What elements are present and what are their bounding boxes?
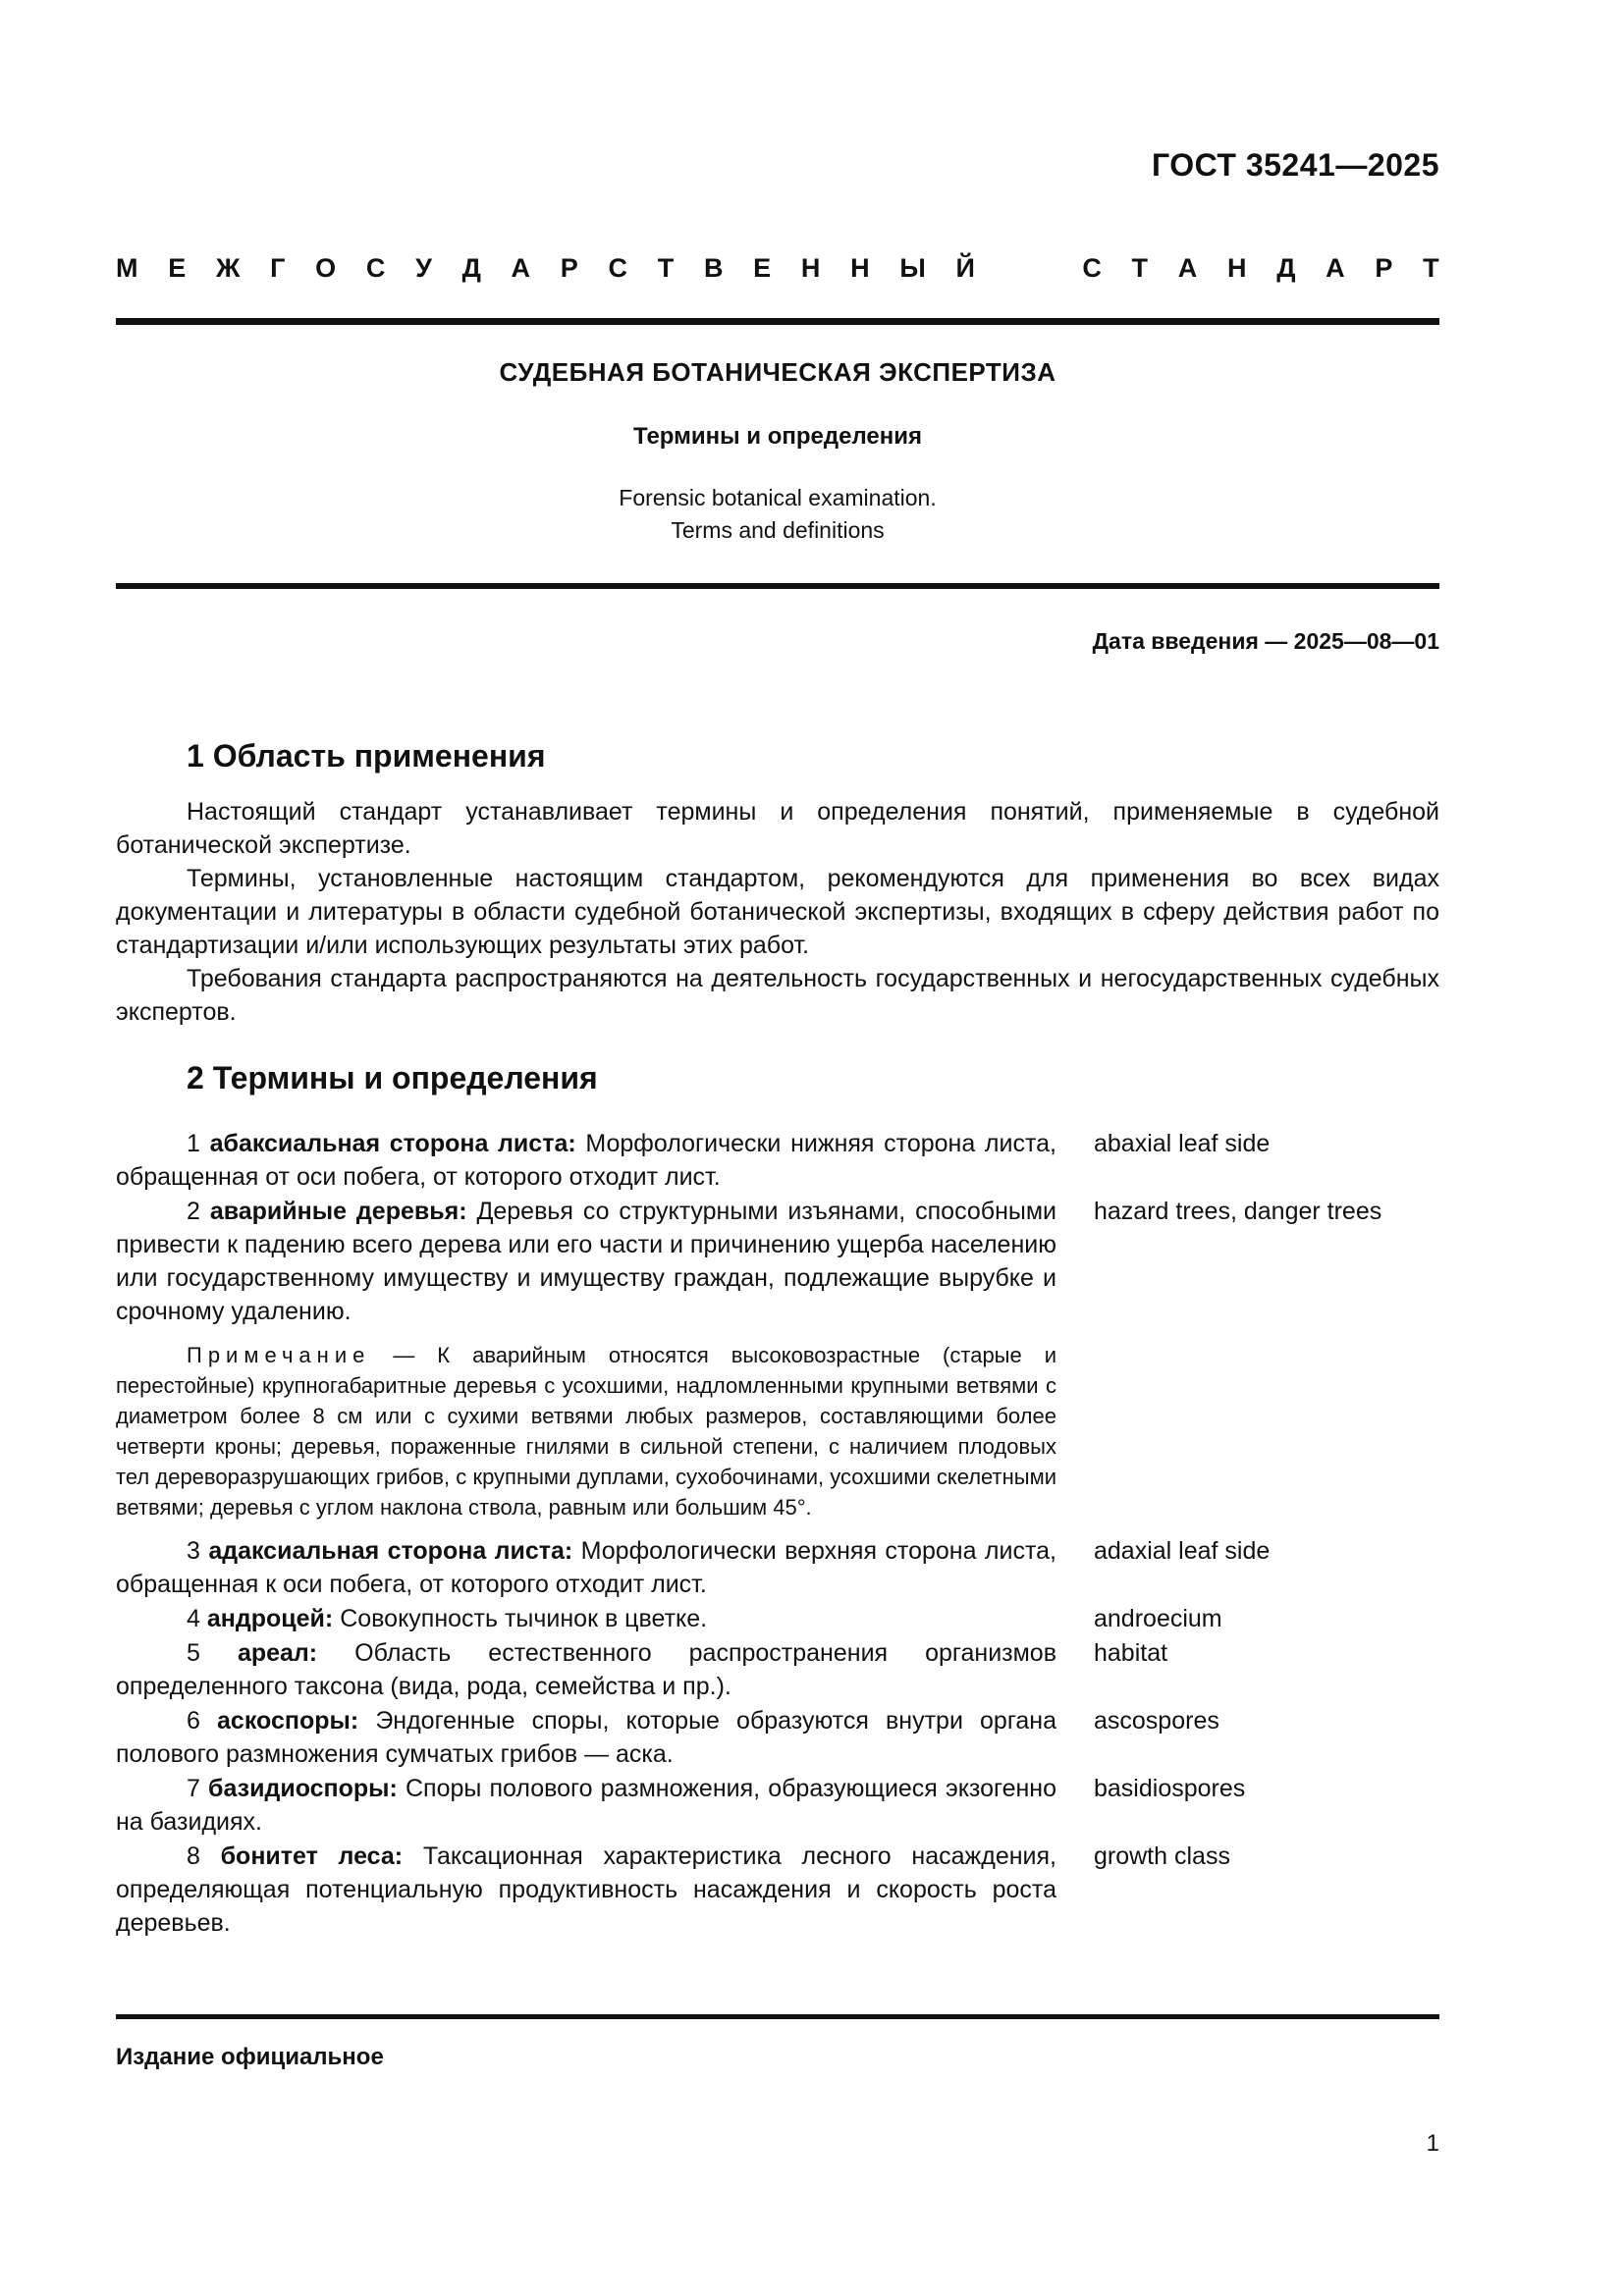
letter: Е (168, 253, 187, 283)
term-english: androecium (1094, 1605, 1222, 1632)
term-english: hazard trees, danger trees (1094, 1198, 1382, 1225)
letter: Д (1276, 253, 1296, 283)
letter: О (315, 253, 337, 283)
section-2-heading: 2 Термины и определения (187, 1060, 598, 1095)
note-text: — К аварийным относятся высоковозрастные (старые и перестойные) крупногабаритные деревья с усохшими, надломленными крупными ветвями с диаметром более 8 см или с сухими ветвями любых размеров, составляющими более четверти кроны; деревья, пораженные гнилями в сильной степени, с наличием плодовых тел дереворазрушающих грибов, с крупными дуплами, сухобочинами, усохшими скелетными ветвями; деревья с углом наклона ствола, равным или большим 45°. (116, 1343, 1056, 1520)
letter: Н (1226, 253, 1247, 283)
term-entry (116, 1602, 1439, 1635)
english-title (116, 482, 1439, 547)
term-entry (116, 1704, 1439, 1771)
term-english: basidiospores (1094, 1775, 1246, 1802)
term-name: аскоспоры: (217, 1707, 359, 1735)
term-text: Эндогенные споры, которые образуются внутри органа полового размножения сумчатых грибов — аска. (116, 1707, 1057, 1768)
term-definition (116, 1195, 1056, 1328)
letter: Т (1131, 253, 1149, 283)
term-text: Деревья со структурными изъянами, способными привести к падению всего дерева или его части и причинению ущерба населению или государственному имуществу и имуществу граждан, подлежащие вырубке и срочному удалению. (116, 1198, 1056, 1325)
note-label: Примечание (187, 1343, 371, 1367)
term-name: ареал: (237, 1639, 318, 1667)
letter: Е (753, 253, 772, 283)
letter: Т (1423, 253, 1439, 283)
section-1-body (116, 795, 1439, 1029)
terms-list (116, 1127, 1439, 1941)
title-rule (116, 583, 1439, 589)
document-page (116, 0, 1439, 2296)
term-number: 1 (187, 1130, 200, 1157)
letter: Н (850, 253, 870, 283)
page-number: 1 (1426, 2130, 1439, 2157)
term-definition (116, 1534, 1056, 1601)
term-definition (116, 1602, 1056, 1635)
letter: С (1082, 253, 1102, 283)
term-entry (116, 1636, 1439, 1703)
letter: Ж (215, 253, 241, 283)
term-number: 7 (187, 1775, 200, 1802)
term-definition (116, 1772, 1056, 1839)
letter: А (1326, 253, 1345, 283)
term-name: бонитет леса: (220, 1842, 404, 1870)
term-name: андроцей: (206, 1605, 334, 1632)
document-title: СУДЕБНАЯ БОТАНИЧЕСКАЯ ЭКСПЕРТИЗА (499, 357, 1056, 387)
term-text: Таксационная характеристика лесного насаждения, определяющая потенциальную продуктивность насаждения и скорость роста деревьев. (116, 1842, 1056, 1937)
term-name: базидиоспоры: (208, 1775, 398, 1802)
letter: В (703, 253, 724, 283)
term-english: habitat (1094, 1639, 1168, 1667)
introduction-date: Дата введения — 2025—08—01 (1092, 628, 1439, 654)
letter: А (1177, 253, 1198, 283)
term-text: Морфологически нижняя сторона листа, обращенная от оси побега, от которого отходит лист. (116, 1130, 1056, 1191)
term-definition (116, 1840, 1056, 1940)
term-name: адаксиальная сторона листа: (208, 1537, 573, 1565)
footer-rule (116, 2014, 1439, 2019)
term-english: ascospores (1094, 1707, 1219, 1735)
english-title-line: Terms and definitions (671, 517, 885, 543)
official-edition-label: Издание официальное (116, 2044, 384, 2070)
letter: Т (657, 253, 675, 283)
term-entry (116, 1840, 1439, 1940)
term-text: Область естественного распространения организмов определенного таксона (вида, рода, семейства и пр.). (116, 1639, 1056, 1700)
paragraph: Термины, установленные настоящим стандартом, рекомендуются для применения во всех видах документации и литературы в области судебной ботанической экспертизы, входящих в сферу действия работ по стандартизации и/или использующих результаты этих работ. (116, 865, 1439, 959)
term-number: 2 (187, 1198, 200, 1225)
letter: У (415, 253, 432, 283)
letter: А (511, 253, 531, 283)
letter: С (608, 253, 627, 283)
term-english: adaxial leaf side (1094, 1537, 1271, 1565)
letter: Р (560, 253, 578, 283)
letter: Ы (899, 253, 926, 283)
standard-code: ГОСТ 35241—2025 (1151, 147, 1439, 183)
term-number: 3 (187, 1537, 200, 1565)
term-definition (116, 1127, 1056, 1194)
term-definition (116, 1704, 1056, 1771)
paragraph: Требования стандарта распространяются на деятельность государственных и негосударственных судебных экспертов. (116, 965, 1439, 1026)
letter: Р (1375, 253, 1393, 283)
term-english: growth class (1094, 1842, 1230, 1870)
letter: М (116, 253, 138, 283)
term-name: абаксиальная сторона листа: (209, 1130, 576, 1157)
letter: С (365, 253, 386, 283)
term-number: 8 (187, 1842, 200, 1870)
letter: Д (461, 253, 481, 283)
term-entry (116, 1195, 1439, 1328)
term-entry (116, 1534, 1439, 1601)
letter: Г (270, 253, 286, 283)
letter: Й (955, 253, 975, 283)
term-number: 6 (187, 1707, 200, 1735)
term-text: Совокупность тычинок в цветке. (340, 1605, 708, 1632)
standard-type-heading (116, 253, 1439, 284)
term-text: Споры полового размножения, образующиеся экзогенно на базидиях. (116, 1775, 1056, 1836)
letter: Н (800, 253, 821, 283)
term-entry (116, 1772, 1439, 1839)
term-name: аварийные деревья: (209, 1198, 467, 1225)
section-1-heading: 1 Область применения (187, 738, 546, 774)
term-number: 5 (187, 1639, 200, 1667)
term-text: Морфологически верхняя сторона листа, обращенная к оси побега, от которого отходит лист. (116, 1537, 1056, 1598)
english-title-line: Forensic botanical examination. (619, 485, 937, 510)
term-definition (116, 1636, 1056, 1703)
document-subtitle: Термины и определения (632, 423, 923, 450)
paragraph: Настоящий стандарт устанавливает термины и определения понятий, применяемые в судебной ботанической экспертизе. (116, 798, 1439, 859)
word-gap (1005, 253, 1053, 284)
note (116, 1340, 1056, 1522)
top-rule (116, 318, 1439, 325)
term-english: abaxial leaf side (1094, 1130, 1271, 1157)
term-entry (116, 1127, 1439, 1194)
term-number: 4 (187, 1605, 200, 1632)
